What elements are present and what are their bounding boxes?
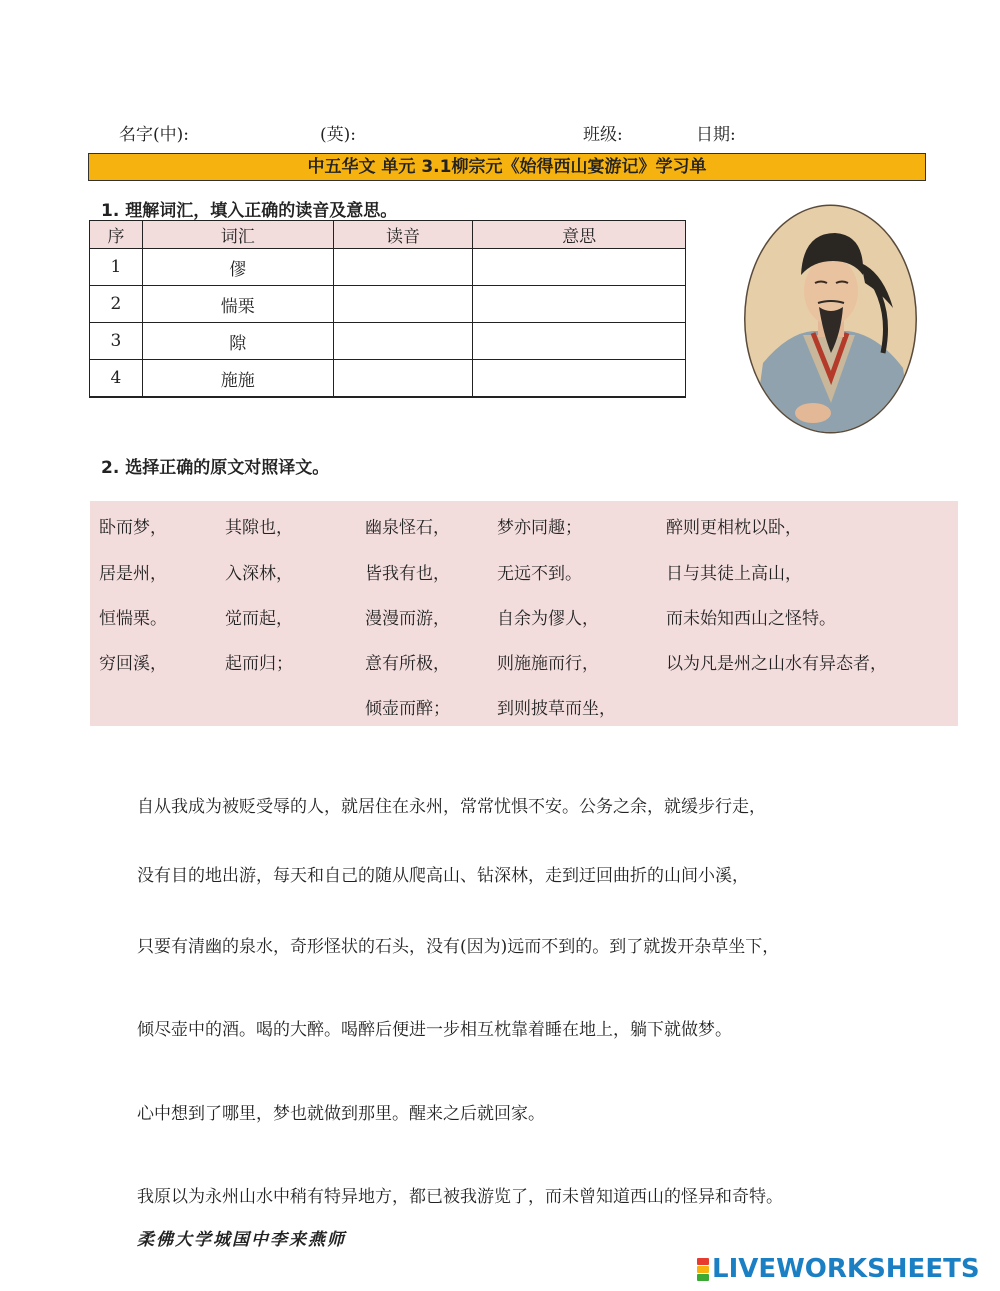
class-label: 班级: — [583, 125, 623, 145]
col-header-word: 词汇 — [142, 221, 333, 249]
vocab-table — [89, 220, 686, 398]
portrait-image — [743, 203, 918, 435]
table-row — [90, 286, 686, 323]
phrase-item[interactable]: 倾壶而醉； — [365, 699, 450, 719]
phrase-item[interactable]: 居是州， — [99, 564, 167, 584]
phrase-item[interactable]: 卧而梦， — [99, 518, 167, 538]
table-row — [90, 249, 686, 286]
liveworksheets-brand[interactable] — [697, 1254, 980, 1284]
phrase-item[interactable]: 起而归； — [225, 654, 293, 674]
phrase-item[interactable]: 穷回溪， — [99, 654, 167, 674]
phrase-item[interactable]: 以为凡是州之山水有异态者， — [666, 654, 887, 674]
translation-line: 没有目的地出游，每天和自己的随从爬高山、钻深林，走到迂回曲折的山间小溪， — [137, 866, 749, 886]
meaning-answer-field[interactable] — [473, 249, 686, 286]
phrase-item[interactable]: 皆我有也， — [365, 564, 450, 584]
pronunciation-answer-field[interactable] — [333, 249, 473, 286]
pronunciation-answer-field[interactable] — [333, 360, 473, 398]
row-number: 2 — [90, 286, 143, 323]
phrase-item[interactable]: 漫漫而游， — [365, 609, 450, 629]
translation-line: 心中想到了哪里，梦也就做到那里。醒来之后就回家。 — [137, 1104, 545, 1124]
col-header-no: 序 — [90, 221, 143, 249]
translation-line: 我原以为永州山水中稍有特异地方，都已被我游览了，而未曾知道西山的怪异和奇特。 — [137, 1187, 783, 1207]
brand-name: LIVEWORKSHEETS — [712, 1254, 980, 1284]
phrase-item[interactable]: 到则披草而坐， — [497, 699, 616, 719]
liveworksheets-logo-icon — [697, 1257, 709, 1281]
phrase-item[interactable]: 其隙也， — [225, 518, 293, 538]
phrase-item[interactable]: 恒惴栗。 — [99, 609, 167, 629]
pronunciation-answer-field[interactable] — [333, 286, 473, 323]
phrase-item[interactable]: 梦亦同趣； — [497, 518, 582, 538]
teacher-credit: 柔佛大学城国中李来燕师 — [137, 1230, 346, 1250]
phrase-item[interactable]: 幽泉怪石， — [365, 518, 450, 538]
worksheet-title: 中五华文 单元 3.1柳宗元《始得西山宴游记》学习单 — [88, 153, 926, 181]
row-number: 1 — [90, 249, 143, 286]
meaning-answer-field[interactable] — [473, 286, 686, 323]
date-label: 日期: — [696, 125, 736, 145]
translation-line: 自从我成为被贬受辱的人，就居住在永州，常常忧惧不安。公务之余，就缓步行走， — [137, 797, 766, 817]
vocab-word: 僇 — [142, 249, 333, 286]
table-row — [90, 323, 686, 360]
phrase-item[interactable]: 意有所极， — [365, 654, 450, 674]
row-number: 4 — [90, 360, 143, 398]
table-row — [90, 360, 686, 398]
question-1-title: 1. 理解词汇，填入正确的读音及意思。 — [101, 201, 398, 221]
phrase-item[interactable]: 自余为僇人， — [497, 609, 599, 629]
phrase-item[interactable]: 觉而起， — [225, 609, 293, 629]
phrase-item[interactable]: 日与其徒上高山， — [666, 564, 802, 584]
translation-line: 只要有清幽的泉水，奇形怪状的石头，没有(因为)远而不到的。到了就拨开杂草坐下， — [137, 937, 780, 957]
phrase-item[interactable]: 入深林， — [225, 564, 293, 584]
vocab-table-header — [90, 221, 686, 249]
pronunciation-answer-field[interactable] — [333, 323, 473, 360]
name-en-label: (英): — [320, 125, 356, 145]
vocab-word: 隙 — [142, 323, 333, 360]
translation-line: 倾尽壶中的酒。喝的大醉。喝醉后便进一步相互枕靠着睡在地上，躺下就做梦。 — [137, 1020, 732, 1040]
phrase-item[interactable]: 无远不到。 — [497, 564, 582, 584]
meaning-answer-field[interactable] — [473, 323, 686, 360]
vocab-word: 惴栗 — [142, 286, 333, 323]
phrase-item[interactable]: 则施施而行， — [497, 654, 599, 674]
phrase-item[interactable]: 醉则更相枕以卧， — [666, 518, 802, 538]
meaning-answer-field[interactable] — [473, 360, 686, 398]
col-header-meaning: 意思 — [473, 221, 686, 249]
col-header-pronunciation: 读音 — [333, 221, 473, 249]
name-cn-label: 名字(中): — [119, 125, 189, 145]
phrase-item[interactable]: 而未始知西山之怪特。 — [666, 609, 836, 629]
vocab-word: 施施 — [142, 360, 333, 398]
question-2-title: 2. 选择正确的原文对照译文。 — [101, 458, 330, 478]
row-number: 3 — [90, 323, 143, 360]
